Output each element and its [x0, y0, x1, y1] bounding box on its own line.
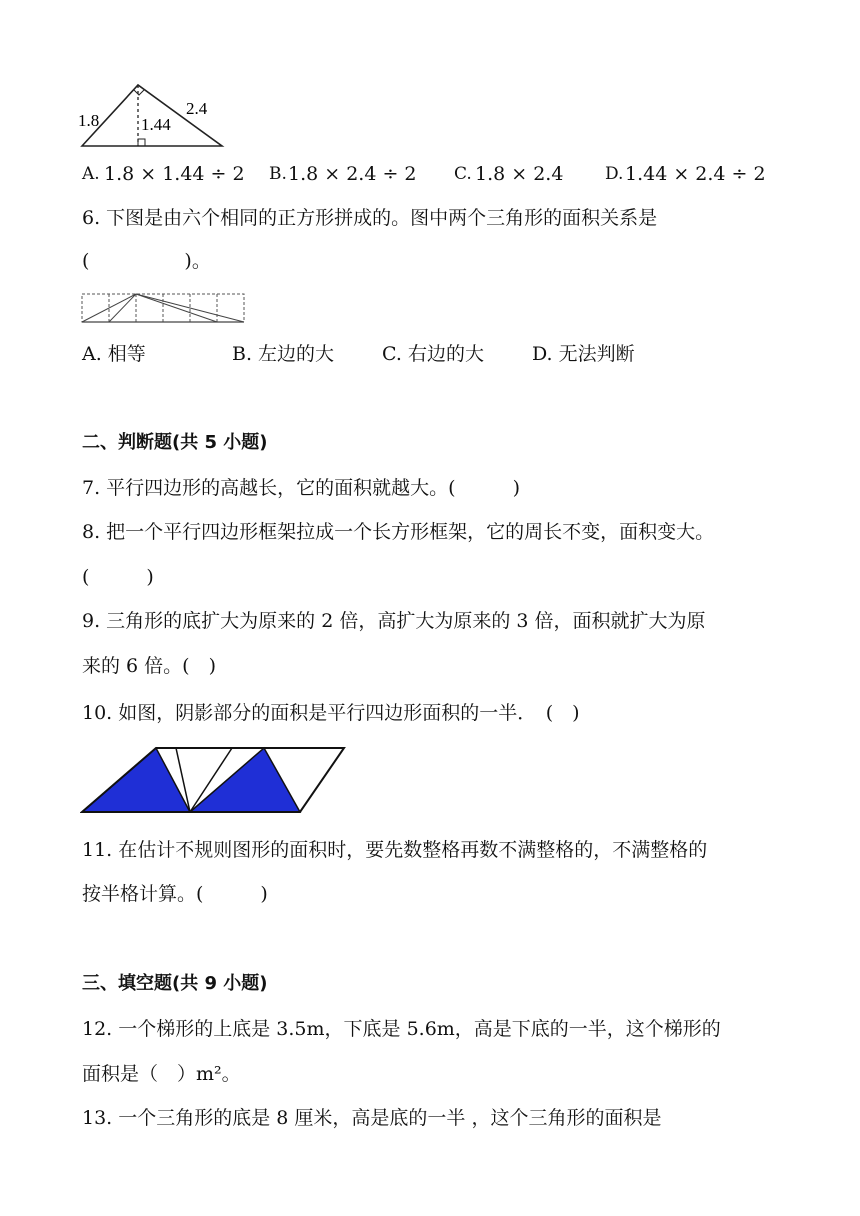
- q11-question-line2: 按半格计算。( ): [82, 883, 268, 905]
- label-height: 1.44: [141, 115, 171, 134]
- option-c-text[interactable]: 1.8 × 2.4: [475, 163, 564, 185]
- q6-option-b[interactable]: B. 左边的大: [232, 343, 335, 365]
- q11-question-line1: 11. 在估计不规则图形的面积时，要先数整格再数不满整格的，不满整格的: [82, 839, 708, 861]
- shaded-triangle-right: [190, 748, 300, 812]
- q6-option-a[interactable]: A. 相等: [82, 343, 146, 365]
- squares-outline: [82, 294, 244, 322]
- q10-question: 10. 如图，阴影部分的面积是平行四边形面积的一半． ( ): [82, 702, 580, 724]
- section2-title: 二、判断题(共 5 小题): [82, 432, 268, 453]
- option-c-label[interactable]: C.: [454, 164, 472, 184]
- q6-squares-figure: [80, 292, 246, 324]
- option-b-text[interactable]: 1.8 × 2.4 ÷ 2: [288, 163, 417, 185]
- q13-question-line1: 13. 一个三角形的底是 8 厘米，高是底的一半 ，这个三角形的面积是: [82, 1107, 662, 1129]
- option-a-text[interactable]: 1.8 × 1.44 ÷ 2: [104, 163, 245, 185]
- label-right-side: 2.4: [186, 99, 208, 118]
- q12-question-line1: 12. 一个梯形的上底是 3.5m，下底是 5.6m，高是下底的一半，这个梯形的: [82, 1018, 721, 1040]
- option-a-label[interactable]: A.: [82, 164, 100, 184]
- q6-option-d[interactable]: D. 无法判断: [532, 343, 635, 365]
- q9-question-line2: 来的 6 倍。( ): [82, 655, 216, 677]
- option-d-label[interactable]: D.: [605, 164, 624, 184]
- label-left-side: 1.8: [78, 111, 100, 130]
- section3-title: 三、填空题(共 9 小题): [82, 973, 268, 994]
- q7-question: 7. 平行四边形的高越长，它的面积就越大。( ): [82, 477, 520, 499]
- option-b-label[interactable]: B.: [269, 164, 287, 184]
- triangle-right-edge: [136, 294, 217, 322]
- shaded-triangle-left: [82, 748, 190, 812]
- q6-question: 6. 下图是由六个相同的正方形拼成的。图中两个三角形的面积关系是: [82, 207, 658, 229]
- q10-parallelogram-figure: [80, 743, 348, 815]
- right-angle-mark-bottom: [138, 139, 145, 146]
- q8-question-line2: ( ): [82, 566, 154, 588]
- q8-question-line1: 8. 把一个平行四边形框架拉成一个长方形框架，它的周长不变，面积变大。: [82, 521, 715, 543]
- q6-blank: ( )。: [82, 250, 211, 272]
- triangle-left-edge: [82, 294, 136, 322]
- q9-question-line1: 9. 三角形的底扩大为原来的 2 倍，高扩大为原来的 3 倍，面积就扩大为原: [82, 610, 706, 632]
- q12-question-line2: 面积是（ ）m²。: [82, 1063, 241, 1085]
- right-angle-mark-top: [134, 90, 144, 95]
- q5-triangle-figure: [78, 82, 228, 152]
- option-d-text[interactable]: 1.44 × 2.4 ÷ 2: [625, 163, 766, 185]
- q6-option-c[interactable]: C. 右边的大: [382, 343, 484, 365]
